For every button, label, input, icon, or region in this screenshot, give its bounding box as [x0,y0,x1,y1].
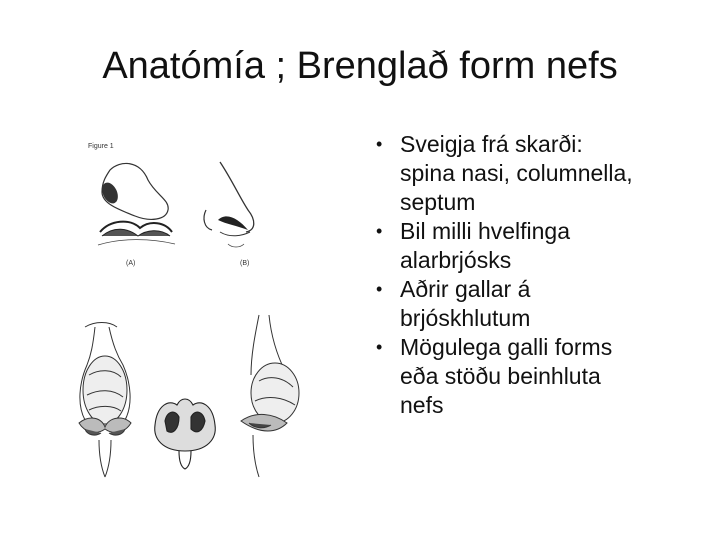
figure-label-a: (A) [126,260,136,267]
bullet-text: Mögulega galli forms [400,334,613,360]
bullet-dot-icon: • [376,221,383,241]
bullet-list [370,130,670,420]
bullet-text: alarbrjósks [400,247,512,273]
figure-caption: Figure 1 [88,143,114,150]
nose-illustration-bottom [65,305,305,485]
nose-drawing-svg [80,140,290,275]
bullet-text: Sveigja frá skarði: [400,131,583,157]
bullet-text: nefs [400,392,444,418]
bullet-item [370,217,670,275]
bullet-item [370,275,670,333]
slide-title: Anatómía ; Brenglað form nefs [102,45,618,87]
nose-illustration-top [80,140,290,275]
cartilage-drawing-svg [65,305,305,485]
bullet-text: Bil milli hvelfinga [400,218,571,244]
bullet-text: brjóskhlutum [400,305,531,331]
bullet-text: Aðrir gallar á [400,276,531,302]
bullet-dot-icon: • [376,279,383,299]
bullet-item [370,333,670,420]
bullet-text: eða stöðu beinhluta [400,363,601,389]
figure-label-b: (B) [240,260,250,267]
bullet-text: septum [400,189,476,215]
bullet-text: spina nasi, columnella, [400,160,633,186]
bullet-item [370,130,670,217]
bullet-dot-icon: • [376,134,383,154]
bullet-dot-icon: • [376,337,383,357]
